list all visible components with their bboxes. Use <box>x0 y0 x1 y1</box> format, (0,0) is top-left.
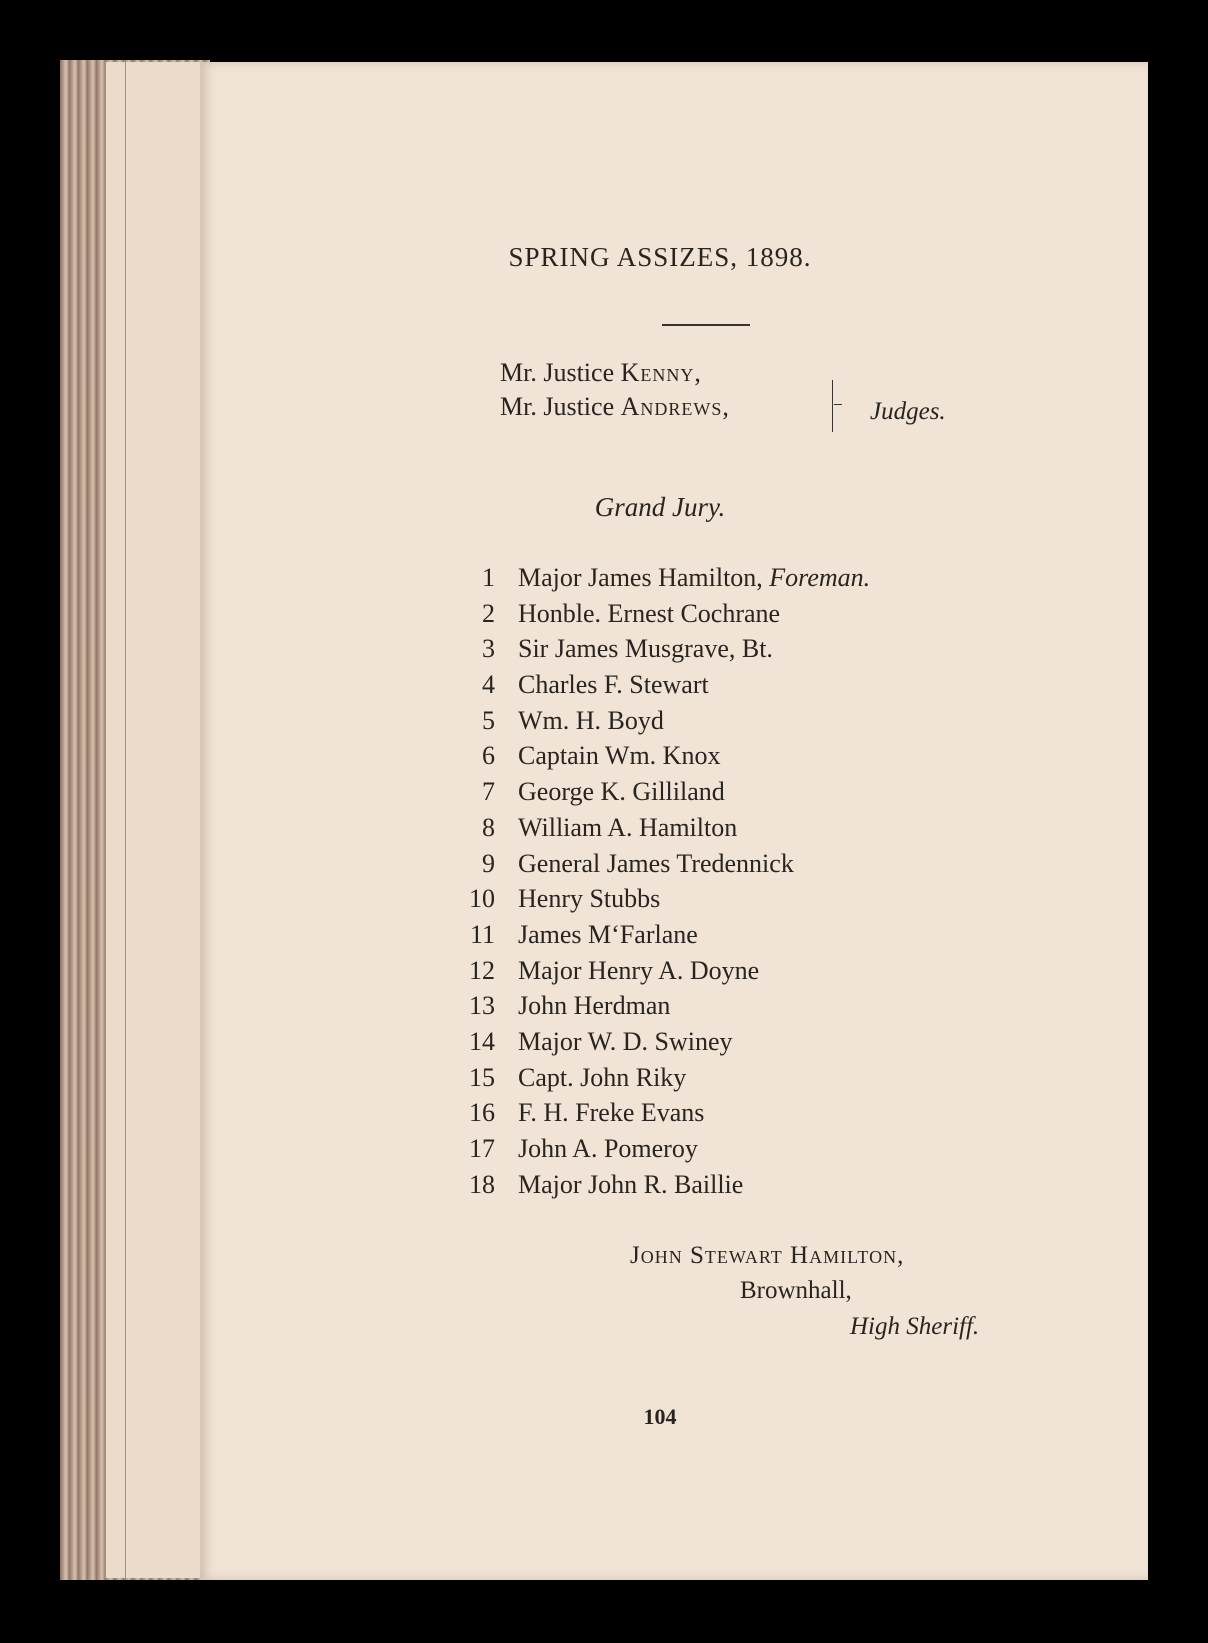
judges-brace <box>832 380 841 432</box>
judge-prefix: Mr. Justice <box>500 392 621 421</box>
title-rule <box>662 324 750 326</box>
book-page <box>200 62 1148 1580</box>
list-item <box>455 810 870 846</box>
jury-name: James M‘Farlane <box>518 919 698 949</box>
jury-number: 6 <box>482 741 495 771</box>
jury-name: John Herdman <box>518 991 671 1021</box>
list-item <box>455 953 870 989</box>
page-number: 104 <box>643 1404 677 1429</box>
jury-number: 15 <box>469 1062 495 1092</box>
jury-number: 10 <box>469 884 495 914</box>
jury-name: William A. Hamilton <box>518 812 738 842</box>
list-item <box>455 1167 870 1203</box>
jury-number: 3 <box>482 634 495 664</box>
list-item <box>455 1095 870 1131</box>
page-title: SPRING ASSIZES, 1898. <box>508 242 812 272</box>
judge-suffix: , <box>722 392 729 421</box>
list-item <box>455 596 870 632</box>
list-item <box>455 917 870 953</box>
sheriff-place: Brownhall, <box>740 1277 852 1304</box>
book-page-edge-layer <box>125 62 206 1578</box>
jury-name: Honble. Ernest Cochrane <box>518 598 781 628</box>
sheriff-name: John Stewart Hamilton, <box>630 1242 905 1269</box>
judges-label: Judges. <box>870 398 946 425</box>
list-item <box>455 988 870 1024</box>
judge-entry <box>500 358 701 388</box>
list-item <box>455 846 870 882</box>
jury-name: Major James Hamilton, <box>518 563 770 592</box>
judges-brace-tick <box>834 404 842 405</box>
judge-surname: Andrews <box>620 392 723 421</box>
jury-number: 5 <box>482 705 495 735</box>
sheriff-title: High Sheriff. <box>850 1313 980 1340</box>
jury-name: John A. Pomeroy <box>518 1134 698 1163</box>
jury-name: Major W. D. Swiney <box>518 1026 733 1056</box>
judge-suffix: , <box>694 358 701 387</box>
list-item <box>455 881 870 917</box>
list-item <box>455 631 870 667</box>
list-item <box>455 738 870 774</box>
jury-name: Wm. H. Boyd <box>518 705 664 735</box>
jury-number: 13 <box>469 991 495 1021</box>
jury-number: 2 <box>482 598 495 628</box>
jury-number: 16 <box>469 1098 495 1128</box>
jury-role: Foreman. <box>769 563 871 592</box>
jury-name: Charles F. Stewart <box>518 670 709 700</box>
jury-name: Sir James Musgrave, Bt. <box>518 634 773 664</box>
list-item <box>455 560 870 596</box>
jury-number: 7 <box>482 777 495 807</box>
list-item <box>455 774 870 810</box>
grand-jury-list <box>455 560 870 1202</box>
jury-name: General James Tredennick <box>518 848 794 878</box>
jury-number: 8 <box>482 812 495 842</box>
jury-number: 9 <box>482 848 495 878</box>
jury-number: 11 <box>469 919 495 949</box>
jury-name: Capt. John Riky <box>518 1062 687 1092</box>
jury-name: George K. Gilliland <box>518 777 725 807</box>
jury-name: Major John R. Baillie <box>518 1169 744 1199</box>
list-item <box>455 703 870 739</box>
jury-number: 18 <box>469 1169 495 1199</box>
judge-surname: Kenny <box>620 358 695 387</box>
jury-number: 14 <box>469 1026 495 1056</box>
jury-number: 12 <box>469 955 495 985</box>
jury-number: 17 <box>469 1134 495 1163</box>
jury-name: F. H. Freke Evans <box>518 1098 705 1128</box>
list-item <box>455 667 870 703</box>
judge-entry <box>500 392 729 422</box>
list-item <box>455 1024 870 1060</box>
jury-number: 4 <box>482 670 495 700</box>
jury-number: 1 <box>482 563 495 592</box>
jury-name: Henry Stubbs <box>518 884 661 914</box>
jury-name: Captain Wm. Knox <box>518 741 721 771</box>
jury-name: Major Henry A. Doyne <box>518 955 760 985</box>
judge-prefix: Mr. Justice <box>500 358 621 387</box>
list-item <box>455 1131 870 1167</box>
list-item <box>455 1060 870 1096</box>
grand-jury-heading: Grand Jury. <box>594 492 726 522</box>
